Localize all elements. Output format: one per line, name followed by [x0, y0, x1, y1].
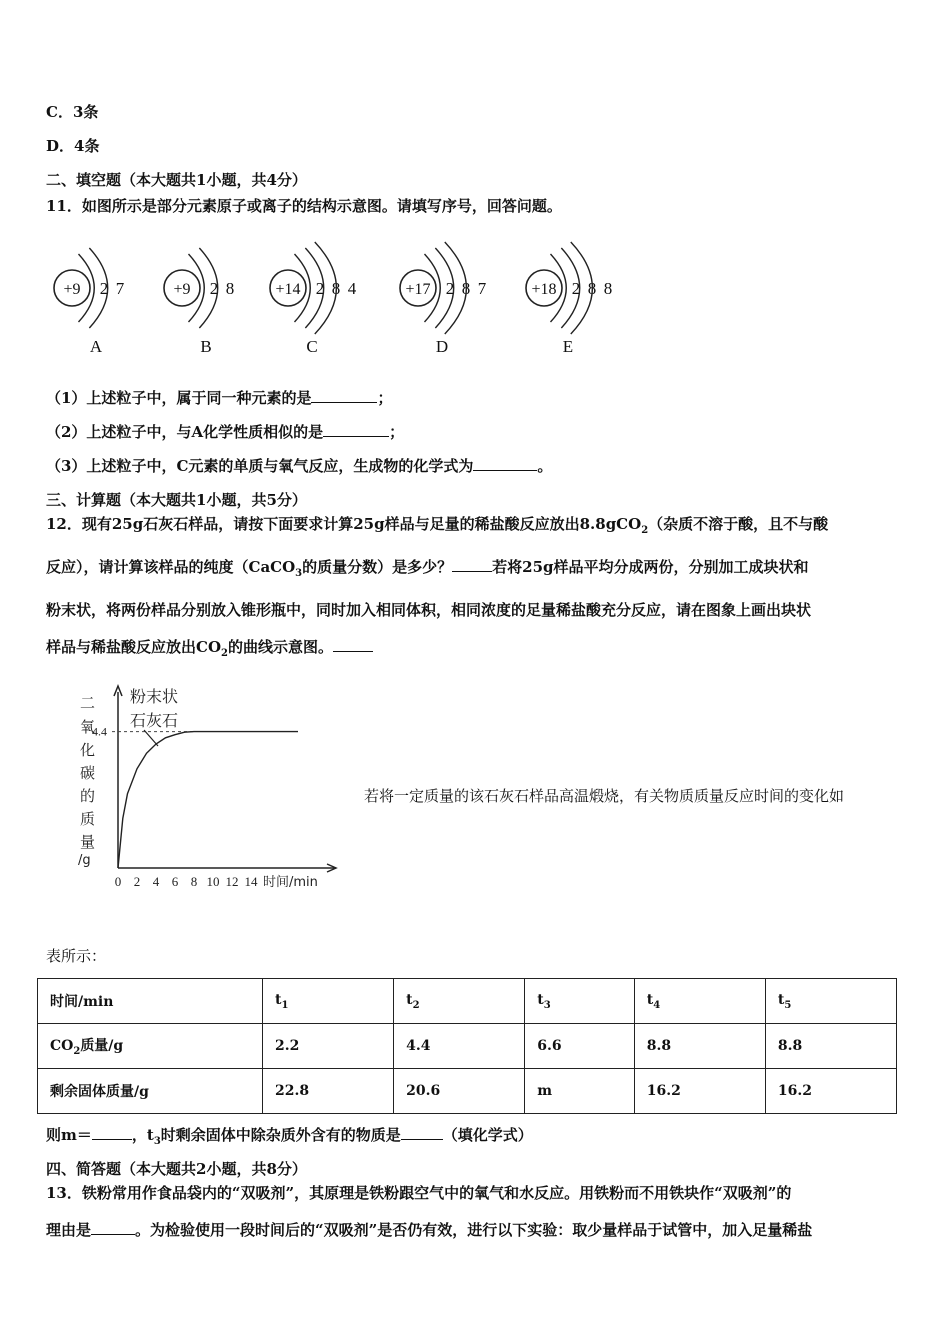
x-tick-label: 4 — [152, 874, 160, 889]
section3-title: 三、计算题（本大题共1小题，共5分） — [46, 491, 307, 509]
shell-count: 8 — [331, 279, 341, 298]
electron-shell-arc — [189, 254, 205, 322]
option-c: C．3条 — [46, 103, 99, 121]
question-13: 13．铁粉常用作食品袋内的“双吸剂”，其原理是铁粉跟空气中的氧气和水反应。用铁粉而不用铁块作“双吸剂”的 理由是 。为检验使用一段时间后的“双吸剂”是否仍有效，进行以下实验：取少量样品于试管中，加入足量稀盐 — [46, 1184, 813, 1239]
atom-label: E — [562, 337, 574, 356]
atom-diagram-B — [164, 248, 234, 356]
annotation-line-1: 粉末状 — [130, 687, 179, 706]
ylabel-char: 化 — [80, 741, 96, 759]
shell-count: 8 — [603, 279, 613, 298]
nucleus-charge: +18 — [531, 281, 557, 298]
annotation-pointer — [144, 730, 158, 746]
ylabel-char: /g — [78, 853, 91, 868]
nucleus-charge: +9 — [63, 281, 81, 298]
ylabel-char: 氧 — [80, 718, 96, 736]
shell-count: 2 — [315, 279, 325, 298]
annotation-line-2: 石灰石 — [130, 711, 179, 730]
atom-diagram-C — [270, 242, 357, 356]
y-mark-label: 4.4 — [92, 724, 107, 739]
table-cell: 8.8 — [765, 1024, 896, 1069]
x-axis-label: 时间/min — [263, 875, 318, 890]
atom-label: A — [89, 337, 103, 356]
shell-count: 8 — [587, 279, 597, 298]
section4-title: 四、简答题（本大题共2小题，共8分） — [46, 1160, 307, 1178]
question-11: 11．如图所示是部分元素原子或离子的结构示意图。请填写序号，回答问题。 — [46, 197, 562, 215]
x-tick-label: 14 — [244, 874, 258, 889]
ylabel-char: 质 — [80, 810, 96, 828]
atom-diagram-D — [400, 242, 487, 356]
table-row — [38, 1024, 897, 1069]
x-tick-label: 8 — [190, 874, 198, 889]
table-cell: m — [525, 1069, 634, 1114]
table-cell: 20.6 — [394, 1069, 525, 1114]
atom-diagram-A — [54, 248, 125, 356]
question-12: 12．现有25g石灰石样品，请按下面要求计算25g样品与足量的稀盐酸反应放出8.8gCO$_2$（杂质不溶于酸，且不与酸 反应），请计算该样品的纯度（CaCO$_3$的质量分数）是多少？ 若将25g样品平均分成两份，分别加工成块状和 粉末状，将两份样品分别放入锥形瓶中，同时加入相同体积，相同浓度的足量稀盐酸充分反应，请在图象上画出块状 样品与稀盐酸反应放出$CO_2$的曲线示意图。 — [46, 515, 829, 659]
question-11-part-2: （2）上述粒子中，与A化学性质相似的是 ； — [46, 423, 405, 441]
question-11-part-1: （1）上述粒子中，属于同一种元素的是 ； — [46, 389, 393, 407]
table-cell: 22.8 — [263, 1069, 394, 1114]
table-cell: 8.8 — [634, 1024, 765, 1069]
table-cell: 16.2 — [765, 1069, 896, 1114]
table-cell: $t_1$ — [263, 979, 394, 1024]
co2-mass-chart — [66, 678, 356, 903]
table-cell: 4.4 — [394, 1024, 525, 1069]
atom-label: C — [306, 337, 318, 356]
shell-count: 2 — [571, 279, 581, 298]
table-cell: $t_5$ — [765, 979, 896, 1024]
shell-count: 4 — [347, 279, 357, 298]
powder-curve — [118, 732, 251, 868]
shell-count: 8 — [461, 279, 471, 298]
table-cell: 16.2 — [634, 1069, 765, 1114]
nucleus-charge: +17 — [405, 281, 431, 298]
table-cell: $t_3$ — [525, 979, 634, 1024]
data-table — [37, 978, 897, 1114]
x-tick-label: 2 — [133, 874, 141, 889]
after-table-question: 则m＝ ，$t_3$时剩余固体中除杂质外含有的物质是 （填化学式） — [46, 1126, 533, 1147]
question-11-part-3: （3）上述粒子中，C元素的单质与氧气反应，生成物的化学式为 。 — [46, 457, 553, 475]
atom-label: B — [200, 337, 212, 356]
table-row — [38, 1069, 897, 1114]
electron-shell-arc — [79, 254, 95, 322]
table-cell: 时间/min — [38, 979, 263, 1024]
table-cell: 2.2 — [263, 1024, 394, 1069]
shell-count: 2 — [445, 279, 455, 298]
shell-count: 7 — [477, 279, 487, 298]
ylabel-char: 的 — [80, 787, 96, 805]
table-intro: 表所示： — [46, 947, 107, 965]
x-tick-label: 12 — [225, 874, 239, 889]
ylabel-char: 碳 — [80, 764, 96, 782]
table-header-row — [38, 979, 897, 1024]
shell-count: 2 — [209, 279, 219, 298]
x-tick-label: 0 — [114, 874, 122, 889]
atom-diagram-E — [526, 242, 612, 356]
shell-count: 8 — [225, 279, 235, 298]
nucleus-charge: +14 — [275, 281, 301, 298]
x-tick-label: 10 — [206, 874, 220, 889]
table-cell: 剩余固体质量/g — [38, 1069, 263, 1114]
shell-count: 2 — [99, 279, 109, 298]
atom-structure-diagram — [40, 222, 640, 362]
x-tick-label: 6 — [171, 874, 179, 889]
nucleus-charge: +9 — [173, 281, 191, 298]
shell-count: 7 — [115, 279, 125, 298]
ylabel-char: 量 — [80, 833, 96, 851]
table-cell: $t_4$ — [634, 979, 765, 1024]
option-d: D．4条 — [46, 137, 100, 155]
table-cell: 6.6 — [525, 1024, 634, 1069]
table-cell: $CO_2$质量/g — [38, 1024, 263, 1069]
atom-label: D — [435, 337, 449, 356]
section2-title: 二、填空题（本大题共1小题，共4分） — [46, 171, 307, 189]
side-text: 若将一定质量的该石灰石样品高温煅烧，有关物质质量反应时间的变化如 — [364, 787, 845, 805]
table-cell: $t_2$ — [394, 979, 525, 1024]
ylabel-char: 二 — [80, 694, 96, 712]
